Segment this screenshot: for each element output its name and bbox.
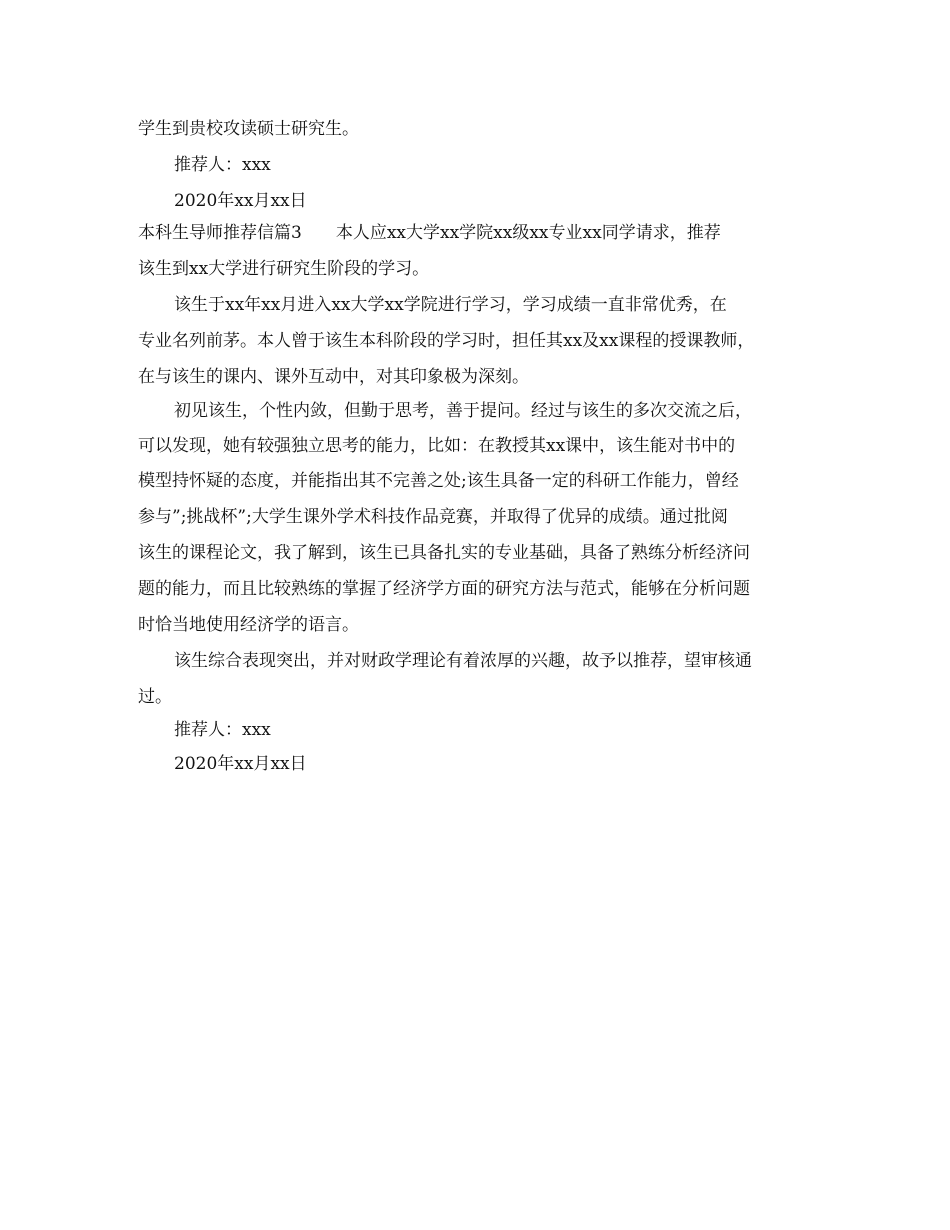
paragraph-line: 该生综合表现突出，并对财政学理论有着浓厚的兴趣，故予以推荐，望审核通 [174, 651, 752, 671]
paragraph-line: 该生于xx年xx月进入xx大学xx学院进行学习，学习成绩一直非常优秀，在 [174, 295, 727, 315]
signature-line: 推荐人：xxx [174, 155, 271, 175]
date-line: 2020年xx月xx日 [174, 754, 307, 774]
paragraph-line: 过。 [138, 687, 172, 707]
paragraph-line: 专业名列前茅。本人曾于该生本科阶段的学习时，担任其xx及xx课程的授课教师， [138, 331, 755, 351]
section-heading-line: 本科生导师推荐信篇3 本人应xx大学xx学院xx级xx专业xx同学请求，推荐 [138, 223, 721, 243]
paragraph-line: 时恰当地使用经济学的语言。 [138, 615, 359, 635]
paragraph-line: 参与”;挑战杯”;大学生课外学术科技作品竞赛，并取得了优异的成绩。通过批阅 [138, 507, 728, 527]
paragraph-line: 题的能力，而且比较熟练的掌握了经济学方面的研究方法与范式，能够在分析问题 [138, 579, 750, 599]
paragraph-line: 模型持怀疑的态度，并能指出其不完善之处;该生具备一定的科研工作能力，曾经 [138, 471, 739, 491]
date-line: 2020年xx月xx日 [174, 191, 307, 211]
paragraph-line: 初见该生，个性内敛，但勤于思考，善于提问。经过与该生的多次交流之后， [174, 401, 752, 421]
paragraph-line: 学生到贵校攻读硕士研究生。 [138, 119, 359, 139]
paragraph-line: 在与该生的课内、课外互动中，对其印象极为深刻。 [138, 367, 529, 387]
signature-line: 推荐人：xxx [174, 720, 271, 740]
paragraph-line: 该生到xx大学进行研究生阶段的学习。 [138, 259, 430, 279]
paragraph-line: 该生的课程论文，我了解到，该生已具备扎实的专业基础，具备了熟练分析经济问 [138, 543, 750, 563]
paragraph-line: 可以发现，她有较强独立思考的能力，比如：在教授其xx课中，该生能对书中的 [138, 436, 736, 456]
